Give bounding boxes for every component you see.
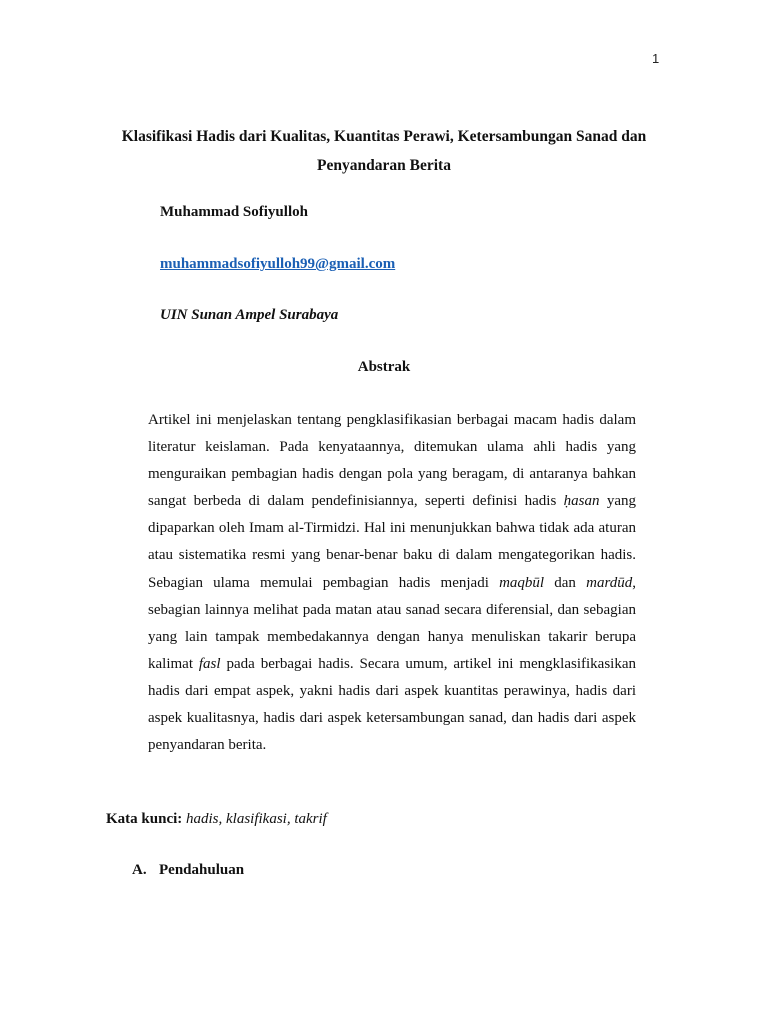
- keywords-values: hadis, klasifikasi, takrif: [186, 811, 327, 827]
- section-title: Pendahuluan: [159, 862, 245, 878]
- author-email-link[interactable]: muhammadsofiyulloh99@gmail.com: [160, 256, 396, 272]
- section-heading: [132, 862, 244, 879]
- abstract-term-maqbul: maqbūl: [499, 574, 545, 591]
- abstract-term-mardud: mardūd: [586, 574, 633, 591]
- page-number: 1: [652, 51, 660, 66]
- abstract-text: , sebagian lainnya melihat pada matan atau sanad secara diferensial, dan sebagian yang lain tampak membedakannya dengan hanya menuliskan takarir berupa kalimat: [148, 574, 636, 672]
- keywords-line: [106, 811, 327, 828]
- keywords-label: Kata kunci:: [106, 811, 183, 827]
- abstract-term-fasl: fasl: [198, 655, 221, 672]
- abstract-text: yang dipaparkan oleh Imam al-Tirmidzi. Hal ini menunjukkan bahwa tidak ada aturan atau sistematika resmi yang benar-benar baku di dalam mengategorikan hadis. Sebagian ulama memulai pembagian hadis menjadi: [148, 493, 636, 591]
- abstract-text: Artikel ini menjelaskan tentang pengklasifikasian berbagai macam hadis dalam literatur keislaman. Pada kenyataannya, ditemukan ulama ahli hadis yang menguraikan pembagian hadis dengan pola yang beragam, di antaranya bahkan sangat berbeda di dalam pendefinisiannya, seperti definisi hadis: [148, 412, 636, 510]
- section-letter: A.: [132, 862, 147, 878]
- abstract-term-hasan: ḥasan: [563, 493, 600, 510]
- abstract-text: dan: [544, 574, 587, 591]
- abstract-heading: Abstrak: [357, 359, 411, 375]
- abstract-body: [148, 407, 636, 759]
- author-institution: UIN Sunan Ampel Surabaya: [160, 307, 339, 323]
- abstract-text: pada berbagai hadis. Secara umum, artikel ini mengklasifikasikan hadis dari empat aspek, yakni hadis dari aspek kuantitas perawinya, hadis dari aspek kualitasnya, hadis dari aspek ketersambungan sanad, dan hadis dari aspek penyandaran berita.: [148, 655, 636, 754]
- author-name: Muhammad Sofiyulloh: [160, 204, 308, 220]
- paper-title: Klasifikasi Hadis dari Kualitas, Kuantitas Perawi, Ketersambungan Sanad dan Penyandaran Berita: [121, 128, 647, 174]
